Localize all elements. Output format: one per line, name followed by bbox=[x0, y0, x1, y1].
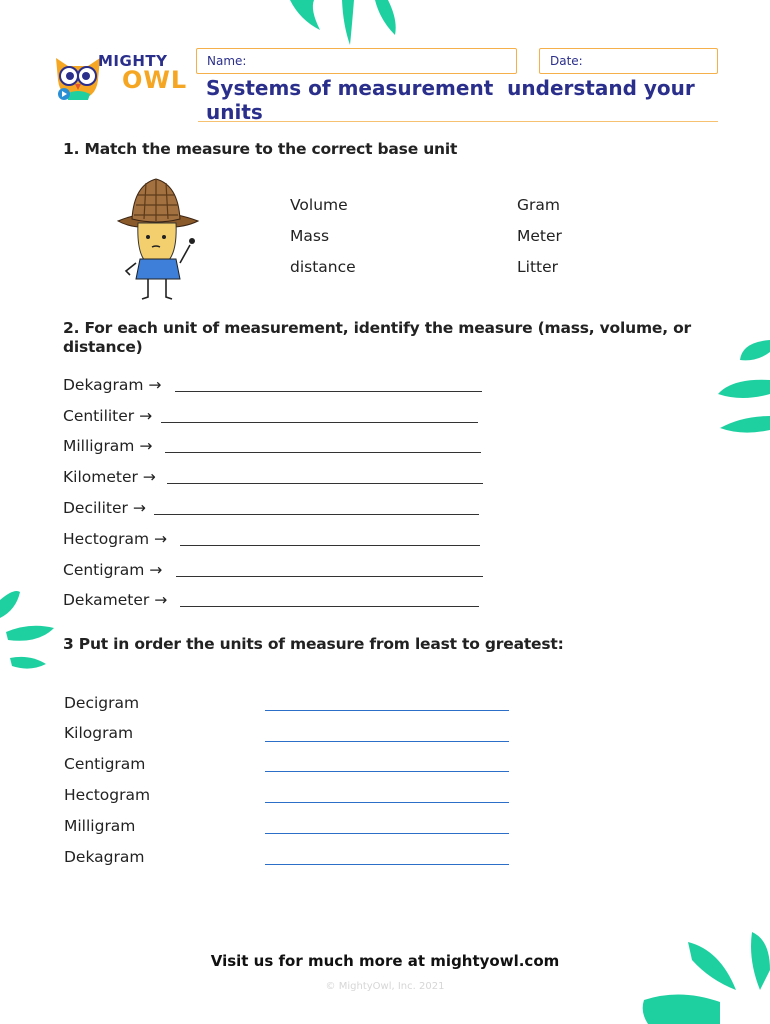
list-item-dekagram: Dekagram → bbox=[63, 376, 162, 394]
list-item-deciliter: Deciliter → bbox=[63, 499, 146, 517]
page-title-line-1: Systems of measurement understand your bbox=[206, 76, 695, 100]
list-item-centiliter: Centiliter → bbox=[63, 407, 153, 425]
measure-mass: Mass bbox=[290, 227, 330, 245]
logo-text-owl: OWL bbox=[122, 66, 188, 94]
order-answer-line[interactable] bbox=[265, 833, 509, 834]
order-item-hectogram: Hectogram bbox=[64, 786, 151, 804]
order-answer-line[interactable] bbox=[265, 741, 509, 742]
answer-blank[interactable] bbox=[167, 483, 483, 484]
order-answer-line[interactable] bbox=[265, 710, 509, 711]
date-field[interactable] bbox=[539, 48, 718, 74]
question-2-line-2: distance) bbox=[63, 338, 143, 356]
answer-blank[interactable] bbox=[175, 391, 482, 392]
owl-icon bbox=[52, 54, 104, 102]
order-answer-line[interactable] bbox=[265, 771, 509, 772]
leaf-decoration-top bbox=[280, 0, 410, 50]
measure-volume: Volume bbox=[290, 196, 348, 214]
question-1: 1. Match the measure to the correct base unit bbox=[63, 140, 458, 158]
measure-distance: distance bbox=[290, 258, 356, 276]
title-divider bbox=[198, 121, 718, 122]
unit-litter: Litter bbox=[517, 258, 559, 276]
detective-character-illustration bbox=[112, 175, 202, 301]
answer-blank[interactable] bbox=[154, 514, 479, 515]
page-title-line-2: units bbox=[206, 100, 263, 124]
mighty-owl-logo bbox=[52, 52, 188, 104]
question-2 bbox=[63, 319, 743, 357]
answer-blank[interactable] bbox=[180, 606, 479, 607]
answer-blank[interactable] bbox=[180, 545, 480, 546]
order-item-milligram: Milligram bbox=[64, 817, 136, 835]
list-item-hectogram: Hectogram → bbox=[63, 530, 167, 548]
date-label: Date: bbox=[550, 54, 583, 68]
question-3: 3 Put in order the units of measure from least to greatest: bbox=[63, 635, 564, 653]
order-answer-line[interactable] bbox=[265, 802, 509, 803]
order-item-decigram: Decigram bbox=[64, 694, 140, 712]
answer-blank[interactable] bbox=[161, 422, 478, 423]
order-item-kilogram: Kilogram bbox=[64, 724, 134, 742]
leaf-decoration-left bbox=[0, 588, 58, 672]
list-item-milligram: Milligram → bbox=[63, 437, 153, 455]
list-item-kilometer: Kilometer → bbox=[63, 468, 156, 486]
page-title bbox=[206, 76, 726, 124]
unit-meter: Meter bbox=[517, 227, 562, 245]
footer-link-text[interactable]: Visit us for much more at mightyowl.com bbox=[210, 952, 560, 970]
order-answer-line[interactable] bbox=[265, 864, 509, 865]
answer-blank[interactable] bbox=[165, 452, 481, 453]
list-item-centigram: Centigram → bbox=[63, 561, 163, 579]
name-label: Name: bbox=[207, 54, 247, 68]
leaf-decoration-bottom bbox=[640, 930, 770, 1024]
copyright-text: © MightyOwl, Inc. 2021 bbox=[325, 981, 445, 992]
name-field[interactable] bbox=[196, 48, 517, 74]
logo-text-mighty: MIGHTY bbox=[98, 52, 168, 70]
unit-gram: Gram bbox=[517, 196, 560, 214]
list-item-dekameter: Dekameter → bbox=[63, 591, 168, 609]
answer-blank[interactable] bbox=[176, 576, 483, 577]
order-item-dekagram: Dekagram bbox=[64, 848, 145, 866]
question-2-line-1: 2. For each unit of measurement, identify the measure (mass, volume, or bbox=[63, 319, 691, 337]
order-item-centigram: Centigram bbox=[64, 755, 146, 773]
